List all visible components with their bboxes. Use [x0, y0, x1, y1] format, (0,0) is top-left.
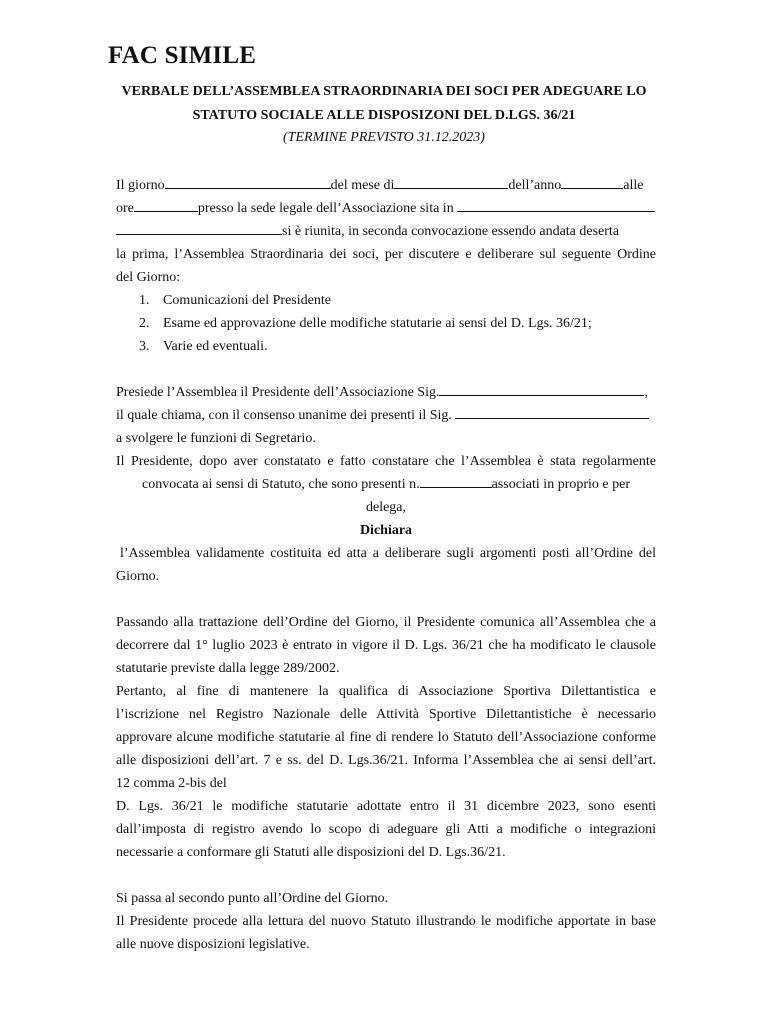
agenda-number: 3.	[139, 339, 150, 354]
agenda-text: Comunicazioni del Presidente	[163, 293, 331, 308]
secretary-name-blank	[455, 405, 649, 419]
section2-line: Il Presidente procede alla lettura del nuovo Statuto illustrando le modifiche apportate in base	[116, 914, 656, 929]
section1-line: approvare alcune modifiche statutarie al fine di rendere lo Statuto dell’Associazione conforme	[116, 730, 656, 745]
section1-line: statutarie previste dalla legge 289/2002.	[116, 661, 340, 676]
agenda-number: 1.	[139, 293, 150, 308]
section1-line: Pertanto, al fine di mantenere la qualifica di Associazione Sportiva Dilettantistica e	[116, 684, 656, 699]
intro-text: si è riunita, in seconda convocazione essendo andata deserta	[282, 224, 620, 239]
section1-line: alle disposizioni dell’art. 7 e ss. del D. Lgs.36/21. Informa l’Assemblea che ai sensi dell’art.	[116, 753, 656, 768]
president-line-2	[116, 404, 656, 427]
intro-text: Il giorno	[116, 178, 165, 193]
intro-text: del mese di	[330, 178, 395, 193]
doc-title: FAC SIMILE	[108, 42, 257, 69]
president-line-1	[116, 381, 656, 404]
agenda-text: Varie ed eventuali.	[163, 339, 268, 354]
section2-line: alle nuove disposizioni legislative.	[116, 937, 310, 952]
year-blank	[561, 175, 623, 189]
address-blank-2	[116, 221, 282, 235]
heading-line-1: VERBALE DELL’ASSEMBLEA STRAORDINARIA DEI SOCI PER ADEGUARE LO	[121, 84, 647, 99]
attendees-count-blank	[420, 474, 492, 488]
declaration-line-2: Giorno.	[116, 569, 160, 584]
president-name-blank	[439, 382, 644, 396]
intro-text: alle	[623, 178, 644, 193]
agenda-item	[139, 335, 268, 358]
intro-line-1	[116, 174, 656, 197]
section1-line: l’iscrizione nel Registro Nazionale delle Attività Sportive Dilettantistiche è necessario	[116, 707, 656, 722]
intro-line-4: la prima, l’Assemblea Straordinaria dei soci, per discutere e deliberare sul seguente Ordine	[116, 247, 656, 262]
declaration-line-1: l’Assemblea validamente costituita ed atta a deliberare sugli argomenti posti all’Ordine del	[120, 546, 656, 561]
intro-text: ore	[116, 201, 134, 216]
president-line-4: Il Presidente, dopo aver constatato e fatto constatare che l’Assemblea è stata regolarmente	[116, 454, 656, 469]
intro-line-5: del Giorno:	[116, 270, 181, 285]
deadline-note: (TERMINE PREVISTO 31.12.2023)	[283, 130, 485, 145]
intro-text: dell’anno	[508, 178, 562, 193]
agenda-item	[139, 289, 331, 312]
president-text: il quale chiama, con il consenso unanime dei presenti il Sig.	[116, 408, 452, 423]
month-blank	[394, 175, 508, 189]
intro-line-2	[116, 197, 656, 220]
agenda-text: Esame ed approvazione delle modifiche statutarie ai sensi del D. Lgs. 36/21;	[163, 316, 592, 331]
heading-line-2: STATUTO SOCIALE ALLE DISPOSIZONI DEL D.LGS. 36/21	[192, 108, 576, 123]
president-text: ,	[644, 385, 648, 400]
intro-text: presso la sede legale dell’Associazione sita in	[197, 201, 454, 216]
section1-line: Passando alla trattazione dell’Ordine del Giorno, il Presidente comunica all’Assemblea che a	[116, 615, 656, 630]
president-text: convocata ai sensi di Statuto, che sono presenti n.	[141, 477, 420, 492]
agenda-number: 2.	[139, 316, 150, 331]
section1-line: decorrere dal 1° luglio 2023 è entrato in vigore il D. Lgs. 36/21 che ha modificato le clausole	[116, 638, 656, 653]
section1-line: D. Lgs. 36/21 le modifiche statutarie adottate entro il 31 dicembre 2023, sono esenti	[116, 799, 656, 814]
declaration-label: Dichiara	[359, 523, 413, 538]
day-blank	[165, 175, 331, 189]
president-line-6: delega,	[365, 500, 407, 515]
president-text: associati in proprio e per	[491, 477, 630, 492]
president-line-5	[116, 473, 656, 496]
section1-line: dall’imposta di registro avendo lo scopo di adeguare gli Atti a modifiche o integrazioni	[116, 822, 656, 837]
president-text: Presiede l’Assemblea il Presidente dell’Associazione Sig.	[116, 385, 440, 400]
section2-line: Si passa al secondo punto all’Ordine del Giorno.	[116, 891, 389, 906]
intro-line-3	[116, 220, 656, 243]
agenda-item	[139, 312, 592, 335]
address-blank	[457, 198, 655, 212]
hour-blank	[134, 198, 198, 212]
president-line-3: a svolgere le funzioni di Segretario.	[116, 431, 316, 446]
section1-line: 12 comma 2-bis del	[116, 776, 227, 791]
section1-line: necessarie a conformare gli Statuti alle disposizioni del D. Lgs.36/21.	[116, 845, 506, 860]
